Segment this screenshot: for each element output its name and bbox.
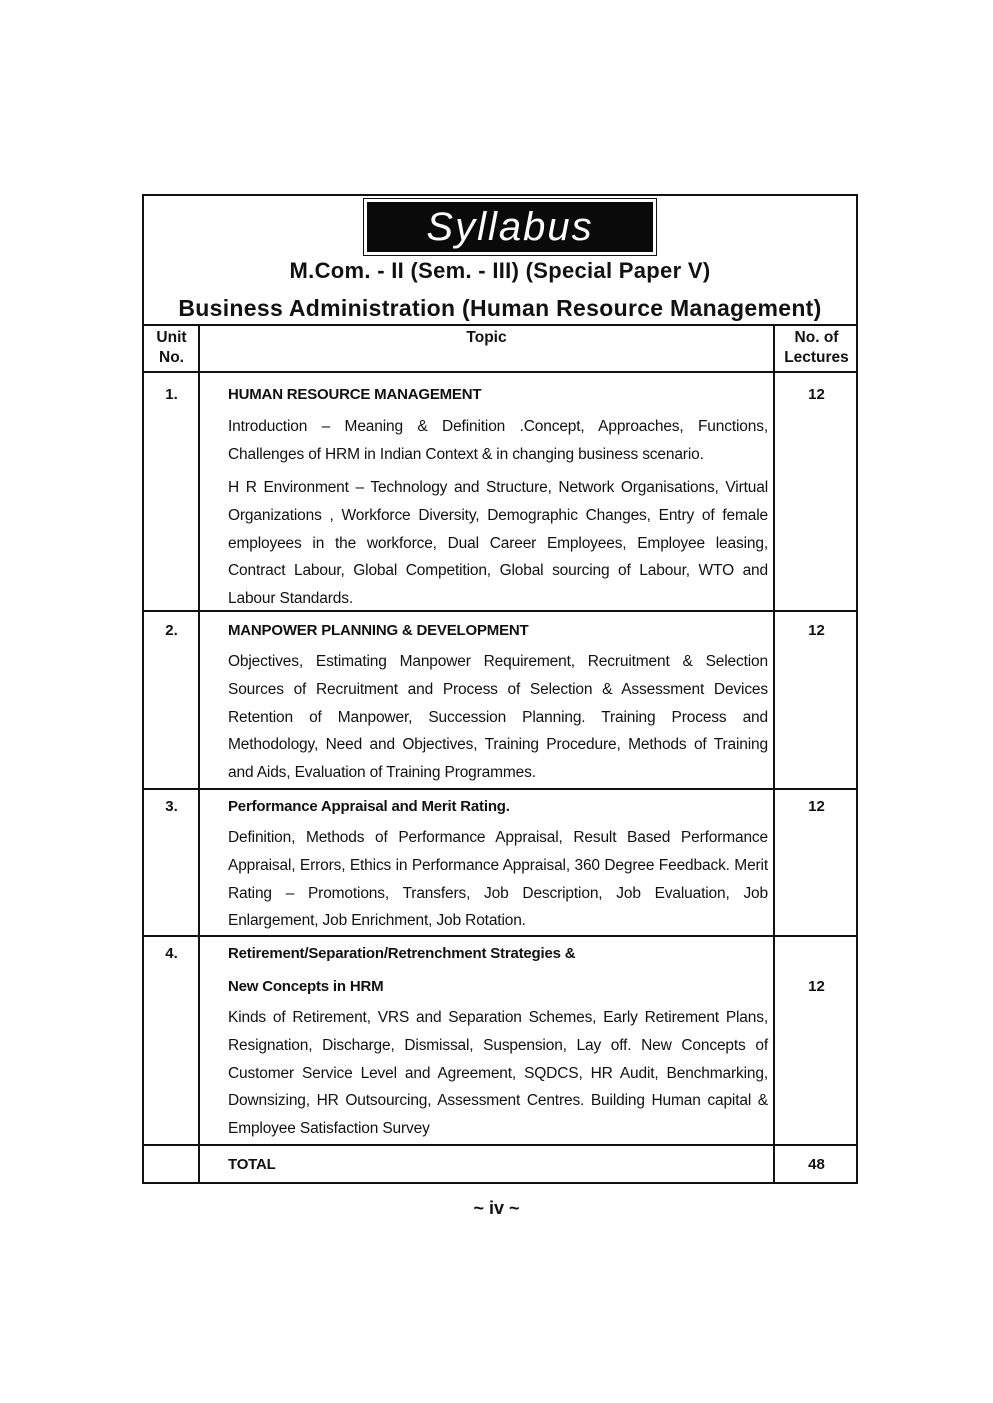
- unit-description: Definition, Methods of Performance Appraisal, Result Based Performance Appraisal, Errors, Ethics in Performance Appraisal, 360 Degree Feedback. Merit Rating – Promotions, Transfers, Job Description, Job Evaluation, Job Enlargement, Job Enrichment, Job Rotation.: [228, 829, 768, 930]
- unit-lectures: 12: [808, 622, 825, 639]
- unit-description: Kinds of Retirement, VRS and Separation Schemes, Early Retirement Plans, Resignation, Discharge, Dismissal, Suspension, Lay off. New Concepts of Customer Service Level and Agreement, SQDCS, HR Audit, Benchmarking, Downsizing, HR Outsourcing, Assessment Centres. Building Human capital & Employee Satisfaction Survey: [228, 1009, 768, 1138]
- unit-lectures: 12: [808, 386, 825, 403]
- rule-header-bottom: [144, 371, 856, 373]
- col-header-lectures: [775, 328, 858, 368]
- unit-description: H R Environment – Technology and Structure, Network Organisations, Virtual Organizations , Workforce Diversity, Demographic Changes, Entry of female employees in the workforce, Dual Career Employees, Employee leasing, Contract Labour, Global Competition, Global sourcing of Labour, WTO and Labour Standards.: [228, 479, 768, 608]
- unit-number: 1.: [165, 386, 178, 403]
- unit-title: MANPOWER PLANNING & DEVELOPMENT: [228, 622, 529, 639]
- unit-title: Retirement/Separation/Retrenchment Strategies &: [228, 945, 576, 962]
- rule-unit-4: [144, 1144, 856, 1146]
- course-title: M.Com. - II (Sem. - III) (Special Paper V): [289, 258, 711, 283]
- col-divider-unit: [198, 324, 200, 1182]
- unit-title: Performance Appraisal and Merit Rating.: [228, 798, 510, 815]
- col-header-lectures-line2: Lectures: [784, 349, 849, 366]
- page-number: ~ iv ~: [473, 1198, 520, 1218]
- rule-unit-2: [144, 788, 856, 790]
- col-header-unit-line2: No.: [159, 349, 184, 366]
- col-header-unit-line1: Unit: [156, 329, 187, 346]
- unit-description: Introduction – Meaning & Definition .Concept, Approaches, Functions, Challenges of HRM in Indian Context & in changing business scenario.: [228, 418, 768, 463]
- unit-lectures: 12: [808, 798, 825, 815]
- unit-number: 3.: [165, 798, 178, 815]
- unit-lectures: 12: [808, 978, 825, 995]
- unit-title: HUMAN RESOURCE MANAGEMENT: [228, 386, 482, 403]
- syllabus-banner-frame: [363, 198, 657, 256]
- unit-number: 4.: [165, 945, 178, 962]
- col-header-unit: [144, 328, 199, 368]
- col-header-topic: Topic: [466, 329, 507, 346]
- syllabus-banner: Syllabus: [367, 202, 653, 252]
- unit-number: 2.: [165, 622, 178, 639]
- rule-header-top: [144, 324, 856, 326]
- rule-unit-3: [144, 935, 856, 937]
- unit-title-line2: New Concepts in HRM: [228, 978, 384, 995]
- total-lectures: 48: [808, 1156, 825, 1173]
- unit-description: Objectives, Estimating Manpower Requirement, Recruitment & Selection Sources of Recruitment and Process of Selection & Assessment Devices Retention of Manpower, Succession Planning. Training Process and Methodology, Need and Objectives, Training Procedure, Methods of Training and Aids, Evaluation of Training Programmes.: [228, 653, 768, 782]
- subject-title: Business Administration (Human Resource Management): [178, 295, 822, 321]
- syllabus-table: [142, 194, 858, 1184]
- col-divider-lectures: [773, 324, 775, 1182]
- total-label: TOTAL: [228, 1156, 276, 1173]
- col-header-lectures-line1: No. of: [794, 329, 839, 346]
